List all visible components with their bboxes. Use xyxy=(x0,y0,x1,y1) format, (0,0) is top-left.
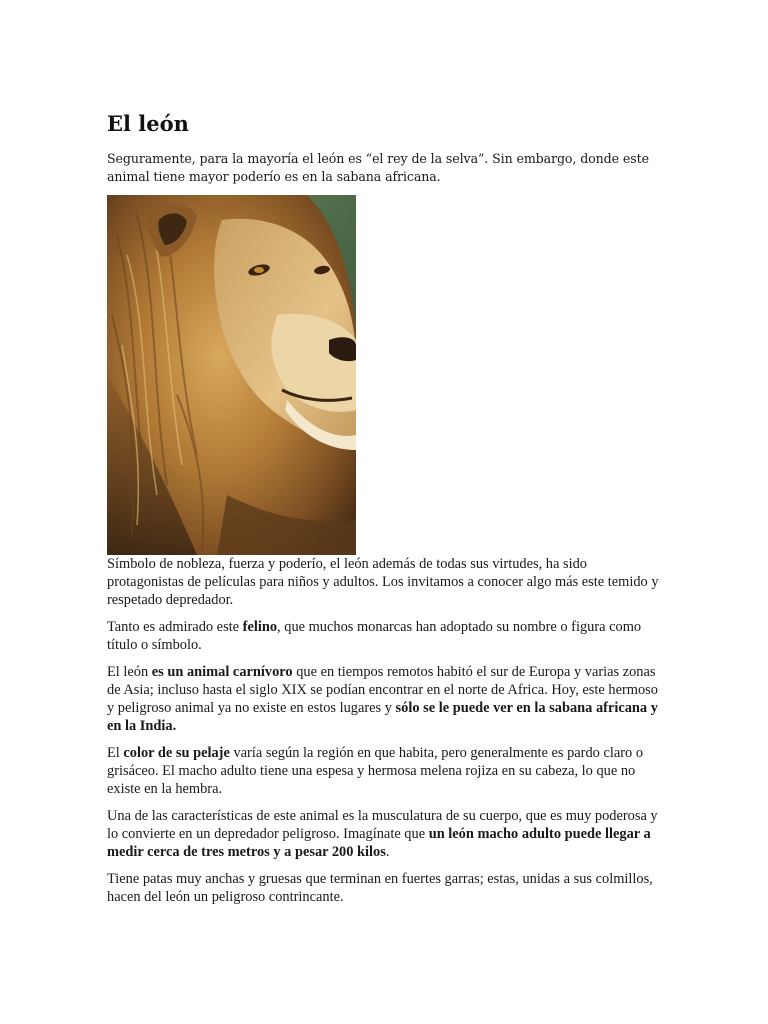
page-title: El león xyxy=(107,111,189,136)
document-page xyxy=(107,110,667,915)
paragraph-1: Símbolo de nobleza, fuerza y poderío, el león además de todas sus virtudes, ha sido protagonistas de películas para niños y adultos. Los invitamos a conocer algo más este temido y respetado depredador. xyxy=(107,556,659,608)
paragraph-6: Tiene patas muy anchas y gruesas que terminan en fuertes garras; estas, unidas a sus colmillos, hacen del león un peligroso contrincante. xyxy=(107,871,653,905)
paragraph-3: El león es un animal carnívoro que en tiempos remotos habitó el sur de Europa y varias zonas de Asia; incluso hasta el siglo XIX se podían encontrar en el norte de Africa. Hoy, este hermoso y peligroso animal ya no existe en estos lugares y sólo se le puede ver en la sabana africana y en la India. xyxy=(107,664,658,734)
paragraph-4: El color de su pelaje varía según la región en que habita, pero generalmente es pardo claro o grisáceo. El macho adulto tiene una espesa y hermosa melena rojiza en su cabeza, lo que no existe en la hembra. xyxy=(107,745,644,797)
paragraph-2: Tanto es admirado este felino, que muchos monarcas han adoptado su nombre o figura como título o símbolo. xyxy=(107,619,642,653)
intro-paragraph: Seguramente, para la mayoría el león es “el rey de la selva”. Sin embargo, donde este animal tiene mayor poderío es en la sabana africana. xyxy=(107,151,649,184)
lion-photo xyxy=(107,195,356,555)
paragraph-5: Una de las características de este animal es la musculatura de su cuerpo, que es muy poderosa y lo convierte en un depredador peligroso. Imagínate que un león macho adulto puede llegar a medir cerca de tres metros y a pesar 200 kilos. xyxy=(107,808,658,860)
